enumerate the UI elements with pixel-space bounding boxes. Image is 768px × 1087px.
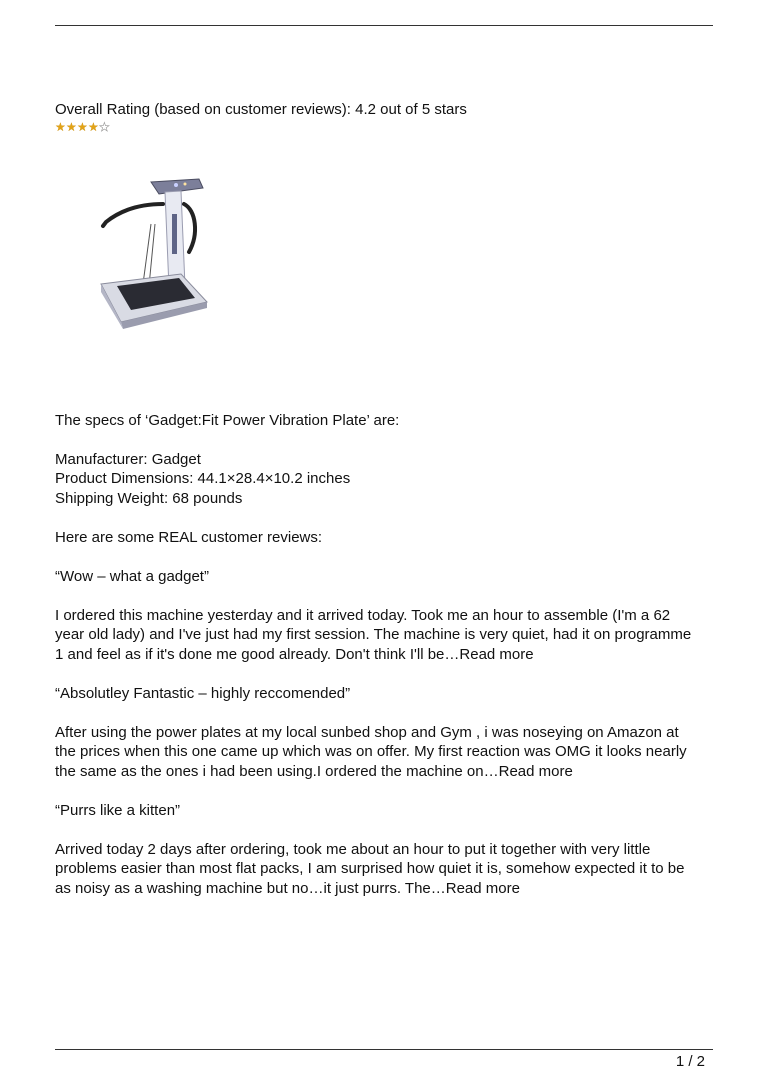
star-empty-icon: ★	[99, 119, 110, 134]
read-more-link[interactable]: Read more	[459, 645, 534, 663]
star-icon: ★	[88, 119, 99, 134]
star-icon: ★	[55, 119, 66, 134]
read-more-link[interactable]: Read more	[498, 762, 573, 780]
star-icon: ★	[77, 119, 88, 134]
product-image	[81, 174, 211, 334]
review-title: “Purrs like a kitten”	[55, 801, 181, 819]
star-rating	[55, 121, 715, 133]
star-icon: ★	[66, 119, 77, 134]
review-text-tail: 1 and feel as if it's done me good already. Don't think I'll be…	[55, 645, 460, 663]
specs-intro: The specs of ‘Gadget:Fit Power Vibration Plate’ are:	[55, 411, 400, 429]
overall-rating-text: Overall Rating (based on customer reviews): 4.2 out of 5 stars	[55, 101, 467, 118]
review-text-last-line	[55, 879, 715, 899]
header-rule	[55, 25, 713, 26]
review-text-last-line	[55, 645, 715, 665]
review-text-line: problems easier than most flat packs, I am surprised how quiet it is, somehow expected it to be	[55, 860, 685, 877]
footer-rule	[55, 1049, 713, 1050]
review-text-last-line	[55, 762, 715, 782]
review-text-line: After using the power plates at my local sunbed shop and Gym , i was noseying on Amazon at	[55, 723, 679, 741]
review-text-line: year old lady) and I've just had my first session. The machine is very quiet, had it on programme	[55, 626, 692, 643]
reviews-intro: Here are some REAL customer reviews:	[55, 528, 323, 546]
review-text-line: the prices when this one came up which was on offer. My first reaction was OMG it looks nearly	[55, 743, 687, 760]
review-title: “Wow – what a gadget”	[55, 567, 209, 585]
review-text-tail: the same as the ones i had been using.I ordered the machine on…	[55, 762, 499, 780]
spec-manufacturer: Manufacturer: Gadget	[55, 450, 201, 468]
review-text-line: Arrived today 2 days after ordering, took me about an hour to put it together with very little	[55, 840, 651, 858]
review-text-tail: as noisy as a washing machine but no…it just purrs. The…	[55, 879, 446, 897]
spec-dimensions: Product Dimensions: 44.1×28.4×10.2 inches	[55, 470, 351, 487]
review-title: “Absolutley Fantastic – highly reccomended”	[55, 684, 351, 702]
read-more-link[interactable]: Read more	[445, 879, 520, 897]
spec-weight: Shipping Weight: 68 pounds	[55, 489, 243, 507]
document-body	[55, 100, 715, 898]
review-text-line: I ordered this machine yesterday and it arrived today. Took me an hour to assemble (I'm a 62	[55, 606, 671, 624]
page-indicator: 1 / 2	[675, 1053, 705, 1070]
